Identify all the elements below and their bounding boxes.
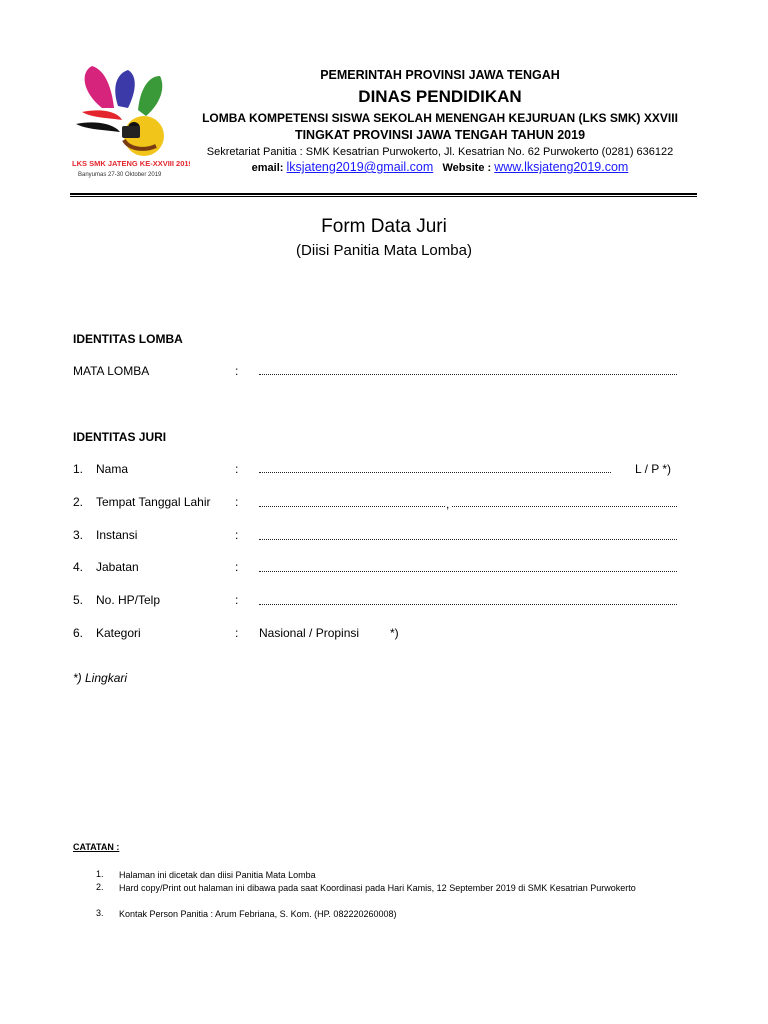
header-government: PEMERINTAH PROVINSI JAWA TENGAH	[320, 68, 560, 82]
jabatan-field[interactable]	[259, 571, 677, 572]
instansi-field[interactable]	[259, 539, 677, 540]
section-identitas-lomba: IDENTITAS LOMBA	[73, 332, 183, 346]
kategori-colon: :	[235, 626, 239, 640]
header-department: DINAS PENDIDIKAN	[358, 87, 522, 106]
footnote-lingkari: *) Lingkari	[73, 671, 128, 685]
kategori-label: Kategori	[96, 626, 141, 640]
ttl-colon: :	[235, 495, 239, 509]
email-label: email:	[251, 162, 284, 174]
catatan-number: 3.	[96, 908, 104, 918]
header-level: TINGKAT PROVINSI JAWA TENGAH TAHUN 2019	[294, 128, 586, 142]
telp-colon: :	[235, 593, 239, 607]
logo-green-swoosh	[138, 76, 162, 116]
mata-lomba-colon: :	[235, 364, 239, 378]
field-number: 4.	[73, 560, 84, 574]
catatan-item: Halaman ini dicetak dan diisi Panitia Mata Lomba	[119, 870, 316, 880]
kategori-options[interactable]: Nasional / Propinsi	[259, 626, 360, 640]
catatan-number: 1.	[96, 869, 104, 879]
lks-logo	[62, 62, 190, 186]
field-number: 3.	[73, 528, 84, 542]
header-contact	[190, 160, 690, 174]
jabatan-label: Jabatan	[96, 560, 139, 574]
catatan-heading: CATATAN :	[73, 842, 120, 852]
ttl-label: Tempat Tanggal Lahir	[96, 495, 211, 509]
header-competition: LOMBA KOMPETENSI SISWA SEKOLAH MENENGAH KEJURUAN (LKS SMK) XXVIII	[202, 111, 678, 125]
instansi-colon: :	[235, 528, 239, 542]
logo-title-text: LKS SMK JATENG KE-XXVIII 2019	[72, 159, 190, 168]
form-subtitle: (Diisi Panitia Mata Lomba)	[296, 242, 472, 259]
catatan-item: Kontak Person Panitia : Arum Febriana, S. Kom. (HP. 082220260008)	[119, 909, 397, 919]
tanggal-lahir-field[interactable]	[452, 506, 677, 507]
section-identitas-juri: IDENTITAS JURI	[73, 430, 167, 444]
nama-field[interactable]	[259, 472, 611, 473]
field-number: 6.	[73, 626, 84, 640]
telp-field[interactable]	[259, 604, 677, 605]
website-link[interactable]: www.lksjateng2019.com	[494, 160, 629, 174]
logo-red-swoosh	[82, 110, 122, 120]
catatan-item: Hard copy/Print out halaman ini dibawa pada saat Koordinasi pada Hari Kamis, 12 September 2019 di SMK Kesatrian Purwokerto	[119, 883, 636, 893]
tempat-lahir-field[interactable]	[259, 506, 445, 507]
nama-label: Nama	[96, 462, 129, 476]
catatan-number: 2.	[96, 882, 104, 892]
gender-options[interactable]: L / P *)	[635, 462, 672, 476]
website-label: Website :	[442, 162, 492, 174]
logo-magenta-swoosh	[85, 66, 114, 108]
instansi-label: Instansi	[96, 528, 138, 542]
logo-blue-swoosh	[115, 70, 135, 108]
header-secretariat: Sekretariat Panitia : SMK Kesatrian Purwokerto, Jl. Kesatrian No. 62 Purwokerto (0281) 636122	[206, 146, 674, 158]
form-title: Form Data Juri	[321, 216, 447, 237]
nama-colon: :	[235, 462, 239, 476]
field-number: 2.	[73, 495, 84, 509]
field-number: 5.	[73, 593, 84, 607]
mata-lomba-field[interactable]	[259, 374, 677, 375]
jabatan-colon: :	[235, 560, 239, 574]
kategori-note-marker: *)	[390, 626, 399, 640]
logo-subtitle-text: Banyumas 27-30 Oktober 2019	[78, 172, 162, 178]
email-link[interactable]: lksjateng2019@gmail.com	[286, 160, 434, 174]
logo-black-swoosh	[76, 122, 120, 132]
header-divider-thin	[70, 196, 697, 197]
telp-label: No. HP/Telp	[96, 593, 161, 607]
ttl-comma: ,	[446, 497, 450, 511]
mata-lomba-label: MATA LOMBA	[73, 364, 150, 378]
field-number: 1.	[73, 462, 84, 476]
header-divider	[70, 193, 697, 195]
